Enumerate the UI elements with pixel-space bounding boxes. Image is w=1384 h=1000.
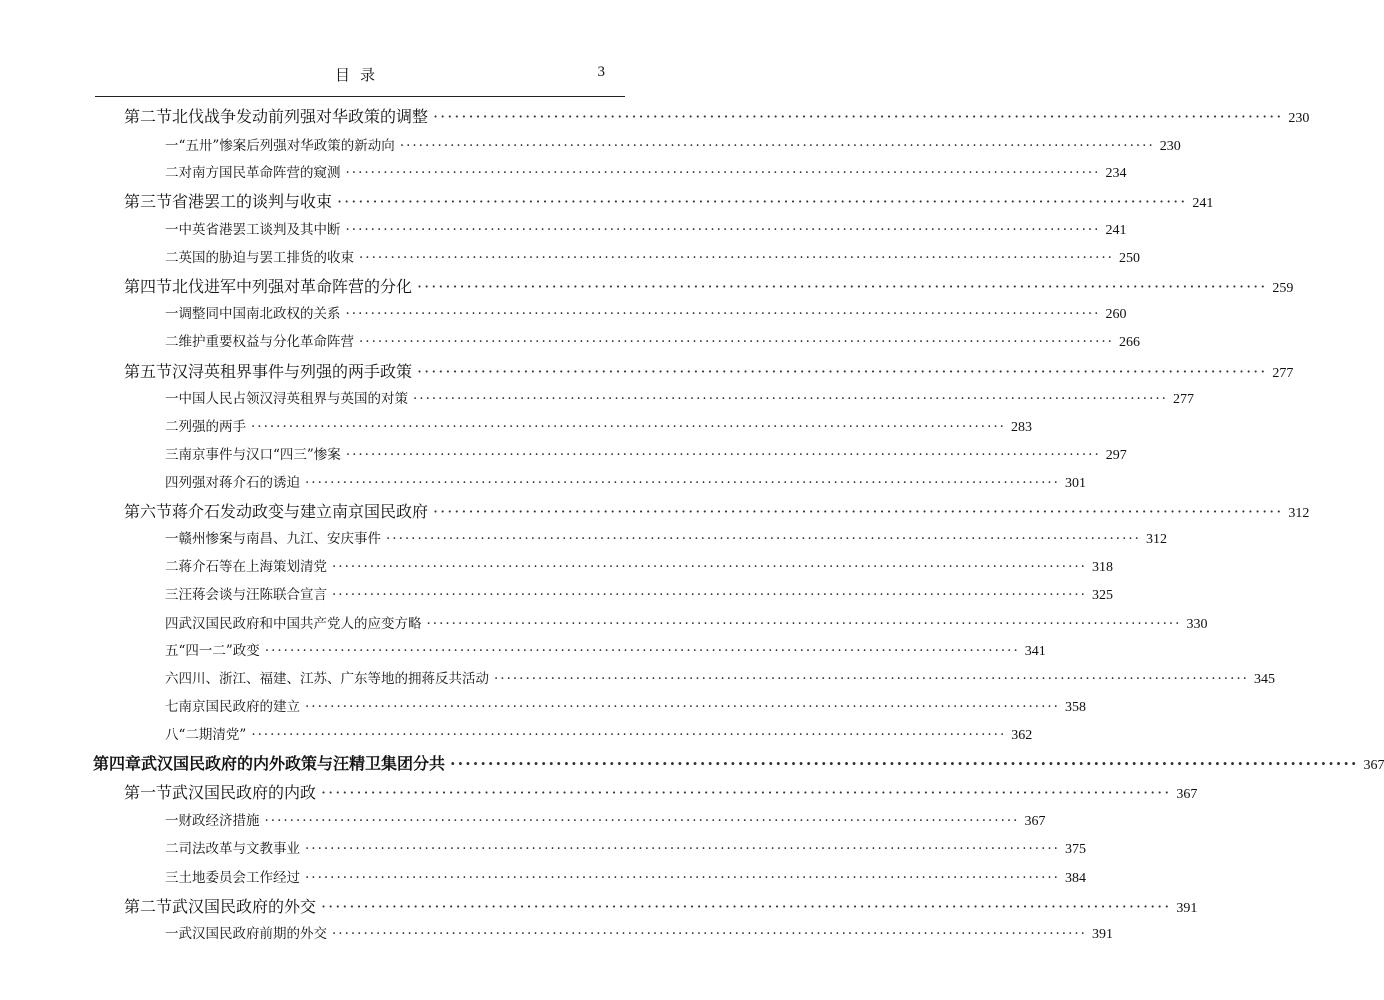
toc-entry-page: 391 bbox=[1091, 927, 1113, 942]
toc-item bbox=[0, 387, 1194, 408]
toc-entry-number: 第二节 bbox=[124, 897, 173, 916]
toc-section bbox=[0, 274, 1294, 297]
dot-leader: ························································································································ bbox=[321, 783, 1172, 802]
toc-entry-title: 武汉国民政府和中国共产党人的应变方略 bbox=[178, 616, 422, 632]
toc-item bbox=[0, 922, 1113, 943]
toc-entry-number: 七 bbox=[165, 699, 179, 715]
toc-entry-number: 第二节 bbox=[124, 107, 173, 126]
toc-item bbox=[0, 527, 1167, 548]
toc-entry-title: “二期清党” bbox=[178, 727, 247, 743]
toc-entry-page: 277 bbox=[1272, 366, 1294, 381]
toc-item bbox=[0, 134, 1181, 155]
toc-entry-title: 司法改革与文教事业 bbox=[178, 841, 300, 857]
toc-entry-number: 第四节 bbox=[124, 277, 173, 296]
toc-section bbox=[0, 359, 1294, 382]
dot-leader: ························································································································ bbox=[345, 222, 1101, 238]
dot-leader: ························································································································ bbox=[417, 277, 1268, 296]
toc-entry-number: 第一节 bbox=[124, 783, 173, 802]
dot-leader: ························································································································ bbox=[305, 841, 1060, 857]
toc-entry-number: 一 bbox=[165, 306, 179, 322]
toc-entry-page: 325 bbox=[1091, 588, 1113, 603]
toc-entry-title: 汪蒋会谈与汪陈联合宣言 bbox=[178, 587, 327, 603]
toc-entry-page: 312 bbox=[1145, 532, 1167, 547]
toc-entry-number: 八 bbox=[165, 727, 179, 743]
toc-item bbox=[0, 330, 1140, 351]
toc-entry-title: 四川、浙江、福建、江苏、广东等地的拥蒋反共活动 bbox=[178, 671, 489, 687]
toc-entry-page: 297 bbox=[1105, 448, 1127, 463]
dot-leader: ························································································································ bbox=[433, 502, 1284, 521]
toc-item bbox=[0, 695, 1086, 716]
toc-entry-number: 四 bbox=[165, 475, 179, 491]
toc-entry-title: 中英省港罢工谈判及其中断 bbox=[178, 222, 341, 238]
toc-entry-number: 一 bbox=[165, 813, 179, 829]
dot-leader: ························································································································ bbox=[305, 699, 1060, 715]
toc-entry-number: 第四章 bbox=[93, 754, 142, 773]
toc-entry-title: 南京事件与汉口“四三”惨案 bbox=[178, 447, 341, 463]
toc-entry-page: 277 bbox=[1172, 392, 1194, 407]
toc-entry-number: 二 bbox=[165, 250, 179, 266]
dot-leader: ························································································································ bbox=[433, 107, 1284, 126]
toc-entry-number: 六 bbox=[165, 671, 179, 687]
toc-entry-page: 367 bbox=[1024, 814, 1046, 829]
toc-entry-title: 土地委员会工作经过 bbox=[178, 870, 300, 886]
toc-entry-page: 330 bbox=[1186, 617, 1208, 632]
toc-entry-page: 230 bbox=[1159, 139, 1181, 154]
toc-entry-title: 武汉国民政府的内外政策与汪精卫集团分共 bbox=[141, 754, 446, 773]
toc-item bbox=[0, 161, 1127, 182]
toc-section bbox=[0, 499, 1310, 522]
toc-entry-page: 283 bbox=[1010, 420, 1032, 435]
dot-leader: ························································································································ bbox=[494, 671, 1249, 687]
dot-leader: ························································································································ bbox=[251, 419, 1006, 435]
toc-entry-title: 调整同中国南北政权的关系 bbox=[178, 306, 341, 322]
toc-entry-page: 384 bbox=[1064, 871, 1086, 886]
toc-item bbox=[0, 583, 1113, 604]
dot-leader: ························································································································ bbox=[359, 334, 1114, 350]
toc-entry-title: 武汉国民政府的外交 bbox=[172, 897, 317, 916]
toc-entry-title: “五卅”惨案后列强对华政策的新动向 bbox=[178, 138, 395, 154]
toc-entry-title: 维护重要权益与分化革命阵营 bbox=[178, 334, 354, 350]
toc-entry-page: 367 bbox=[1363, 758, 1384, 773]
toc-entry-number: 三 bbox=[165, 870, 179, 886]
header-page-number: 3 bbox=[597, 64, 605, 80]
toc-entry-title: 省港罢工的谈判与收束 bbox=[172, 192, 333, 211]
dot-leader: ························································································································ bbox=[345, 447, 1101, 463]
toc-entry-title: 赣州惨案与南昌、九江、安庆事件 bbox=[178, 531, 381, 547]
toc-entry-page: 341 bbox=[1024, 644, 1046, 659]
toc-item bbox=[0, 612, 1208, 633]
dot-leader: ························································································································ bbox=[426, 616, 1182, 632]
toc-item bbox=[0, 809, 1046, 830]
toc-entry-number: 一 bbox=[165, 391, 179, 407]
toc-entry-page: 241 bbox=[1105, 223, 1127, 238]
toc-entry-title: 南京国民政府的建立 bbox=[178, 699, 300, 715]
toc-entry-title: 英国的胁迫与罢工排货的收束 bbox=[178, 250, 354, 266]
dot-leader: ························································································································ bbox=[386, 531, 1141, 547]
toc-entry-title: 蒋介石等在上海策划清党 bbox=[178, 559, 327, 575]
toc-item bbox=[0, 471, 1086, 492]
toc-entry-number: 第三节 bbox=[124, 192, 173, 211]
dot-leader: ························································································································ bbox=[345, 165, 1101, 181]
toc-entry-title: 汉浔英租界事件与列强的两手政策 bbox=[172, 362, 413, 381]
toc-entry-page: 367 bbox=[1176, 787, 1198, 802]
toc-item bbox=[0, 723, 1033, 744]
toc-item bbox=[0, 639, 1046, 660]
toc-section bbox=[0, 104, 1310, 127]
toc-item bbox=[0, 443, 1127, 464]
dot-leader: ························································································································ bbox=[413, 391, 1168, 407]
toc-entry-number: 三 bbox=[165, 587, 179, 603]
dot-leader: ························································································································ bbox=[359, 250, 1114, 266]
dot-leader: ························································································································ bbox=[305, 870, 1060, 886]
toc-section bbox=[0, 894, 1198, 917]
toc-entry-page: 345 bbox=[1253, 672, 1275, 687]
toc-entry-title: 财政经济措施 bbox=[178, 813, 260, 829]
toc-entry-number: 二 bbox=[165, 334, 179, 350]
toc-entry-number: 一 bbox=[165, 138, 179, 154]
toc-entry-title: 列强对蒋介石的诱迫 bbox=[178, 475, 300, 491]
dot-leader: ························································································································ bbox=[345, 306, 1101, 322]
toc-entry-number: 一 bbox=[165, 222, 179, 238]
toc-entry-page: 391 bbox=[1176, 901, 1198, 916]
toc-entry-page: 375 bbox=[1064, 842, 1086, 857]
toc-item bbox=[0, 218, 1127, 239]
toc-entry-title: “四一二”政变 bbox=[178, 643, 260, 659]
toc-entry-title: 列强的两手 bbox=[178, 419, 246, 435]
dot-leader: ························································································································ bbox=[399, 138, 1155, 154]
toc-item bbox=[0, 837, 1086, 858]
toc-entry-page: 250 bbox=[1118, 251, 1140, 266]
toc-entry-number: 三 bbox=[165, 447, 179, 463]
dot-leader: ························································································································ bbox=[417, 362, 1268, 381]
toc-section bbox=[0, 189, 1214, 212]
running-header bbox=[95, 58, 625, 88]
toc-entry-page: 230 bbox=[1288, 111, 1310, 126]
toc-entry-number: 二 bbox=[165, 559, 179, 575]
toc-entry-title: 对南方国民革命阵营的窥测 bbox=[178, 165, 341, 181]
dot-leader: ························································································································ bbox=[321, 897, 1172, 916]
toc-item bbox=[0, 302, 1127, 323]
toc-entry-page: 260 bbox=[1105, 307, 1127, 322]
toc-entry-title: 蒋介石发动政变与建立南京国民政府 bbox=[172, 502, 429, 521]
dot-leader: ························································································································ bbox=[264, 643, 1020, 659]
toc-entry-number: 第六节 bbox=[124, 502, 173, 521]
toc-entry-number: 五 bbox=[165, 643, 179, 659]
dot-leader: ························································································································ bbox=[251, 727, 1007, 743]
toc-entry-page: 234 bbox=[1105, 166, 1127, 181]
toc-entry-page: 318 bbox=[1091, 560, 1113, 575]
toc-entry-title: 北伐进军中列强对革命阵营的分化 bbox=[172, 277, 413, 296]
toc-entry-page: 266 bbox=[1118, 335, 1140, 350]
toc-entry-page: 358 bbox=[1064, 700, 1086, 715]
dot-leader: ························································································································ bbox=[332, 559, 1087, 575]
toc-item bbox=[0, 866, 1086, 887]
toc-entry-title: 北伐战争发动前列强对华政策的调整 bbox=[172, 107, 429, 126]
toc-entry-title: 中国人民占领汉浔英租界与英国的对策 bbox=[178, 391, 408, 407]
toc-item bbox=[0, 246, 1140, 267]
toc-item bbox=[0, 415, 1032, 436]
toc-entry-number: 第五节 bbox=[124, 362, 173, 381]
toc-item bbox=[0, 555, 1113, 576]
toc-entry-page: 362 bbox=[1011, 728, 1033, 743]
toc-entry-number: 二 bbox=[165, 841, 179, 857]
toc-entry-page: 301 bbox=[1064, 476, 1086, 491]
dot-leader: ························································································································ bbox=[337, 192, 1188, 211]
header-title: 目录 bbox=[334, 66, 385, 84]
toc-section bbox=[0, 780, 1198, 803]
toc-chapter bbox=[0, 751, 1384, 774]
dot-leader: ························································································································ bbox=[305, 475, 1060, 491]
header-rule bbox=[95, 96, 625, 97]
toc-entry-number: 一 bbox=[165, 531, 179, 547]
toc-entry-page: 241 bbox=[1192, 196, 1214, 211]
toc-item bbox=[0, 667, 1275, 688]
dot-leader: ························································································································ bbox=[332, 587, 1087, 603]
toc-entry-number: 二 bbox=[165, 419, 179, 435]
toc-entry-title: 武汉国民政府前期的外交 bbox=[178, 926, 327, 942]
dot-leader: ························································································································ bbox=[264, 813, 1020, 829]
dot-leader: ························································································································ bbox=[450, 754, 1359, 773]
toc-entry-page: 259 bbox=[1272, 281, 1294, 296]
toc-entry-page: 312 bbox=[1288, 506, 1310, 521]
toc-entry-title: 武汉国民政府的内政 bbox=[172, 783, 317, 802]
toc-entry-number: 二 bbox=[165, 165, 179, 181]
toc-entry-number: 一 bbox=[165, 926, 179, 942]
dot-leader: ························································································································ bbox=[332, 926, 1087, 942]
toc-entry-number: 四 bbox=[165, 616, 179, 632]
